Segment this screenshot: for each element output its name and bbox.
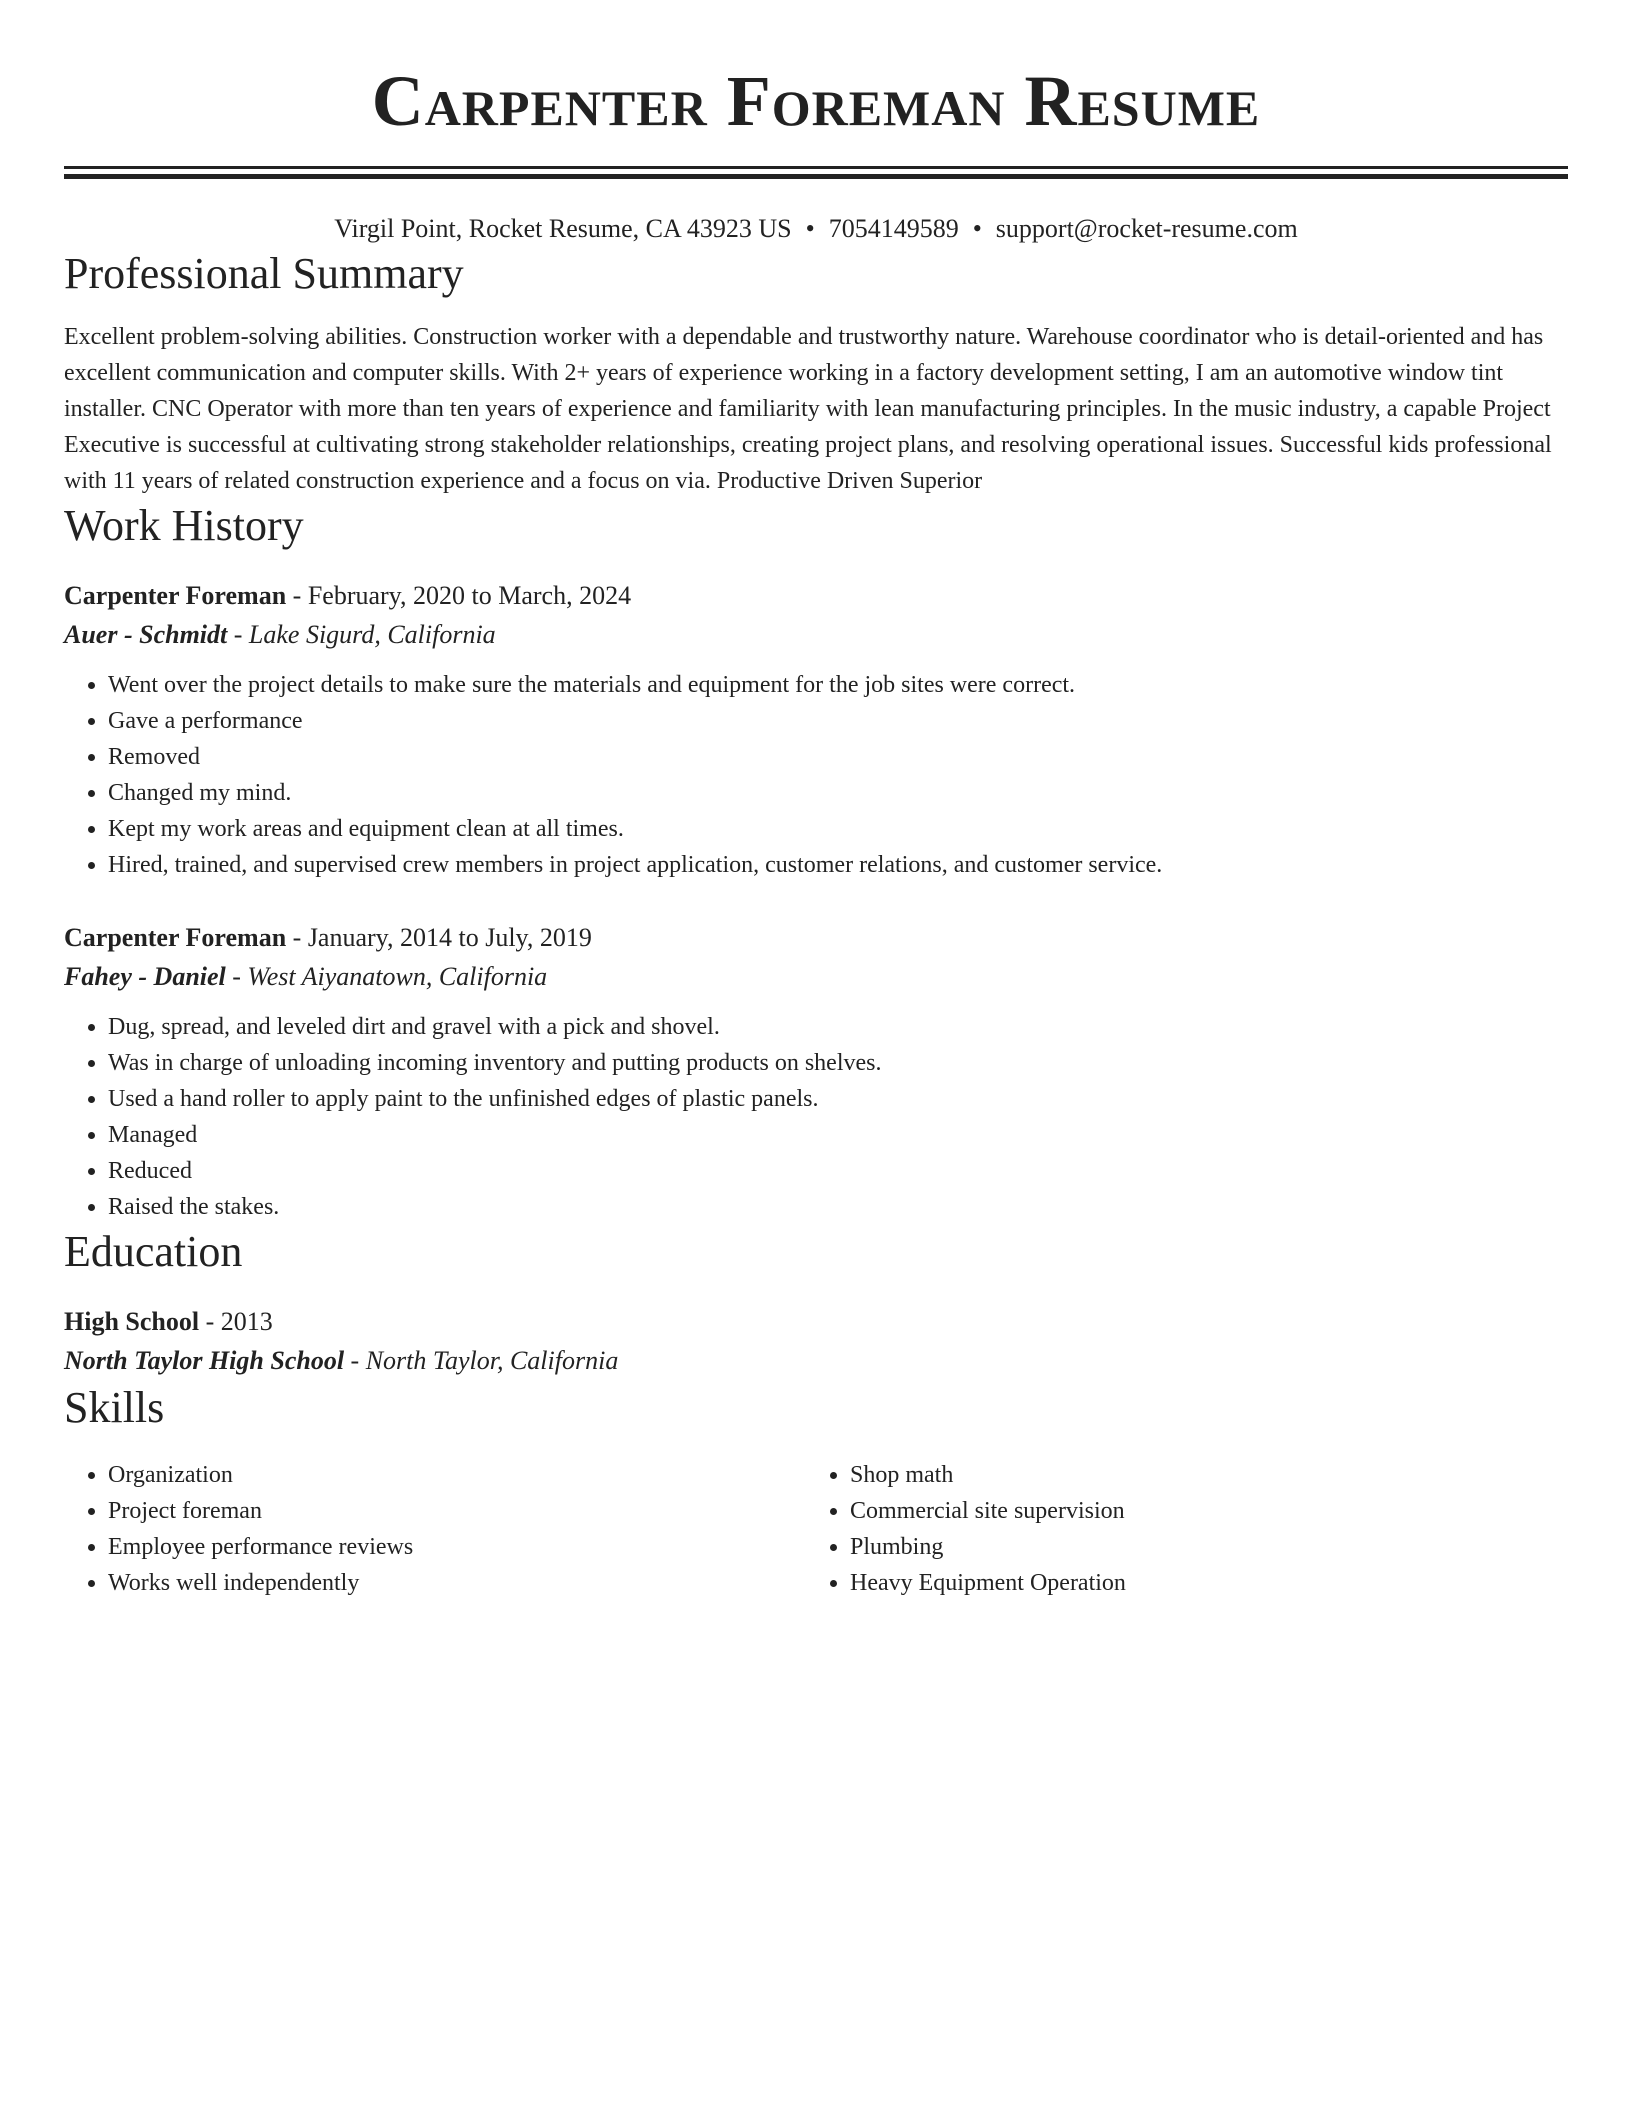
education-degree-line bbox=[64, 1303, 1568, 1341]
skill-item: • Organization bbox=[108, 1457, 806, 1493]
job-dates: - February, 2020 to March, 2024 bbox=[286, 581, 632, 610]
job-company-line bbox=[64, 957, 1568, 997]
job-bullet: • Hired, trained, and supervised crew members in project application, customer relations, and customer service. bbox=[108, 847, 1568, 883]
job-bullets bbox=[64, 1009, 1568, 1225]
contact-separator: • bbox=[972, 214, 982, 243]
job-company: Fahey - Daniel bbox=[64, 962, 226, 991]
work-history-heading: Work History bbox=[64, 501, 304, 550]
education-degree: High School bbox=[64, 1307, 200, 1336]
job-bullet: • Changed my mind. bbox=[108, 775, 1568, 811]
contact-phone: 7054149589 bbox=[828, 214, 959, 243]
job-entry bbox=[64, 577, 1568, 883]
job-company-line bbox=[64, 615, 1568, 655]
job-bullet: • Reduced bbox=[108, 1153, 1568, 1189]
skills-heading: Skills bbox=[64, 1383, 165, 1432]
job-bullets bbox=[64, 667, 1568, 883]
job-bullet: • Gave a performance bbox=[108, 703, 1568, 739]
job-title-line bbox=[64, 577, 1568, 615]
education-school: North Taylor High School bbox=[64, 1346, 345, 1375]
skill-item: • Project foreman bbox=[108, 1493, 806, 1529]
job-title: Carpenter Foreman bbox=[64, 923, 287, 952]
education-heading: Education bbox=[64, 1227, 243, 1276]
job-bullet: • Removed bbox=[108, 739, 1568, 775]
job-bullet: • Went over the project details to make sure the materials and equipment for the job sites were correct. bbox=[108, 667, 1568, 703]
skill-item: • Works well independently bbox=[108, 1565, 806, 1601]
job-bullet: • Was in charge of unloading incoming inventory and putting products on shelves. bbox=[108, 1045, 1568, 1081]
job-entry bbox=[64, 919, 1568, 1225]
skills-list bbox=[64, 1457, 1568, 1601]
skills-column-right bbox=[806, 1457, 1548, 1601]
education-entry bbox=[64, 1303, 1568, 1381]
education-year: - 2013 bbox=[199, 1307, 273, 1336]
education-location: - North Taylor, California bbox=[344, 1346, 619, 1375]
education-school-line bbox=[64, 1341, 1568, 1381]
job-dates: - January, 2014 to July, 2019 bbox=[286, 923, 592, 952]
skill-item: • Shop math bbox=[850, 1457, 1548, 1493]
skills-column-left bbox=[64, 1457, 806, 1601]
job-title: Carpenter Foreman bbox=[64, 581, 287, 610]
contact-address: Virgil Point, Rocket Resume, CA 43923 US bbox=[334, 214, 792, 243]
skill-item: • Commercial site supervision bbox=[850, 1493, 1548, 1529]
skill-item: • Heavy Equipment Operation bbox=[850, 1565, 1548, 1601]
summary-text: Excellent problem-solving abilities. Construction worker with a dependable and trustworthy nature. Warehouse coordinator who is detail-oriented and has excellent communication and computer skills. With 2+ years of experience working in a factory development setting, I am an automotive window tint installer. CNC Operator with more than ten years of experience and familiarity with lean manufacturing principles. In the music industry, a capable Project Executive is successful at cultivating strong stakeholder relationships, creating project plans, and resolving operational issues. Successful kids professional with 11 years of related construction experience and a focus on via. Productive Driven Superior bbox=[64, 324, 1552, 494]
skill-item: • Employee performance reviews bbox=[108, 1529, 806, 1565]
job-bullet: • Dug, spread, and leveled dirt and gravel with a pick and shovel. bbox=[108, 1009, 1568, 1045]
job-location: - Lake Sigurd, California bbox=[227, 620, 496, 649]
contact-email: support@rocket-resume.com bbox=[995, 214, 1298, 243]
summary-heading: Professional Summary bbox=[64, 249, 464, 298]
job-bullet: • Managed bbox=[108, 1117, 1568, 1153]
contact-line bbox=[64, 211, 1568, 247]
skill-item: • Plumbing bbox=[850, 1529, 1548, 1565]
resume-title: Carpenter Foreman Resume bbox=[371, 61, 1261, 141]
title-rule-thick bbox=[64, 174, 1568, 179]
job-bullet: • Raised the stakes. bbox=[108, 1189, 1568, 1225]
job-location: - West Aiyanatown, California bbox=[225, 962, 548, 991]
job-bullet: • Kept my work areas and equipment clean at all times. bbox=[108, 811, 1568, 847]
job-company: Auer - Schmidt bbox=[64, 620, 228, 649]
job-title-line bbox=[64, 919, 1568, 957]
contact-separator: • bbox=[805, 214, 815, 243]
job-bullet: • Used a hand roller to apply paint to the unfinished edges of plastic panels. bbox=[108, 1081, 1568, 1117]
title-rule-thin bbox=[64, 166, 1568, 169]
